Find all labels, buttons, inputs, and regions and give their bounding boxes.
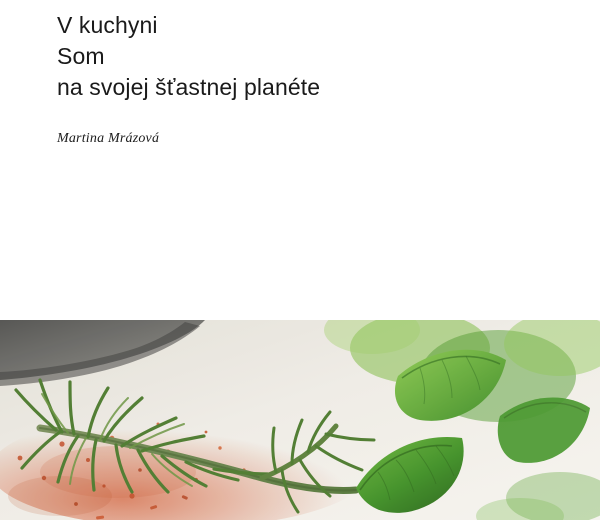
title-line-2: Som	[57, 43, 105, 69]
herbs-and-spices-photo	[0, 320, 600, 520]
author-name: Martina Mrázová	[57, 131, 160, 146]
title-block	[57, 10, 557, 147]
title-line-3: na svojej šťastnej planéte	[57, 74, 321, 100]
title-line-1: V kuchyni	[57, 12, 158, 38]
photo-illustration	[0, 320, 600, 520]
